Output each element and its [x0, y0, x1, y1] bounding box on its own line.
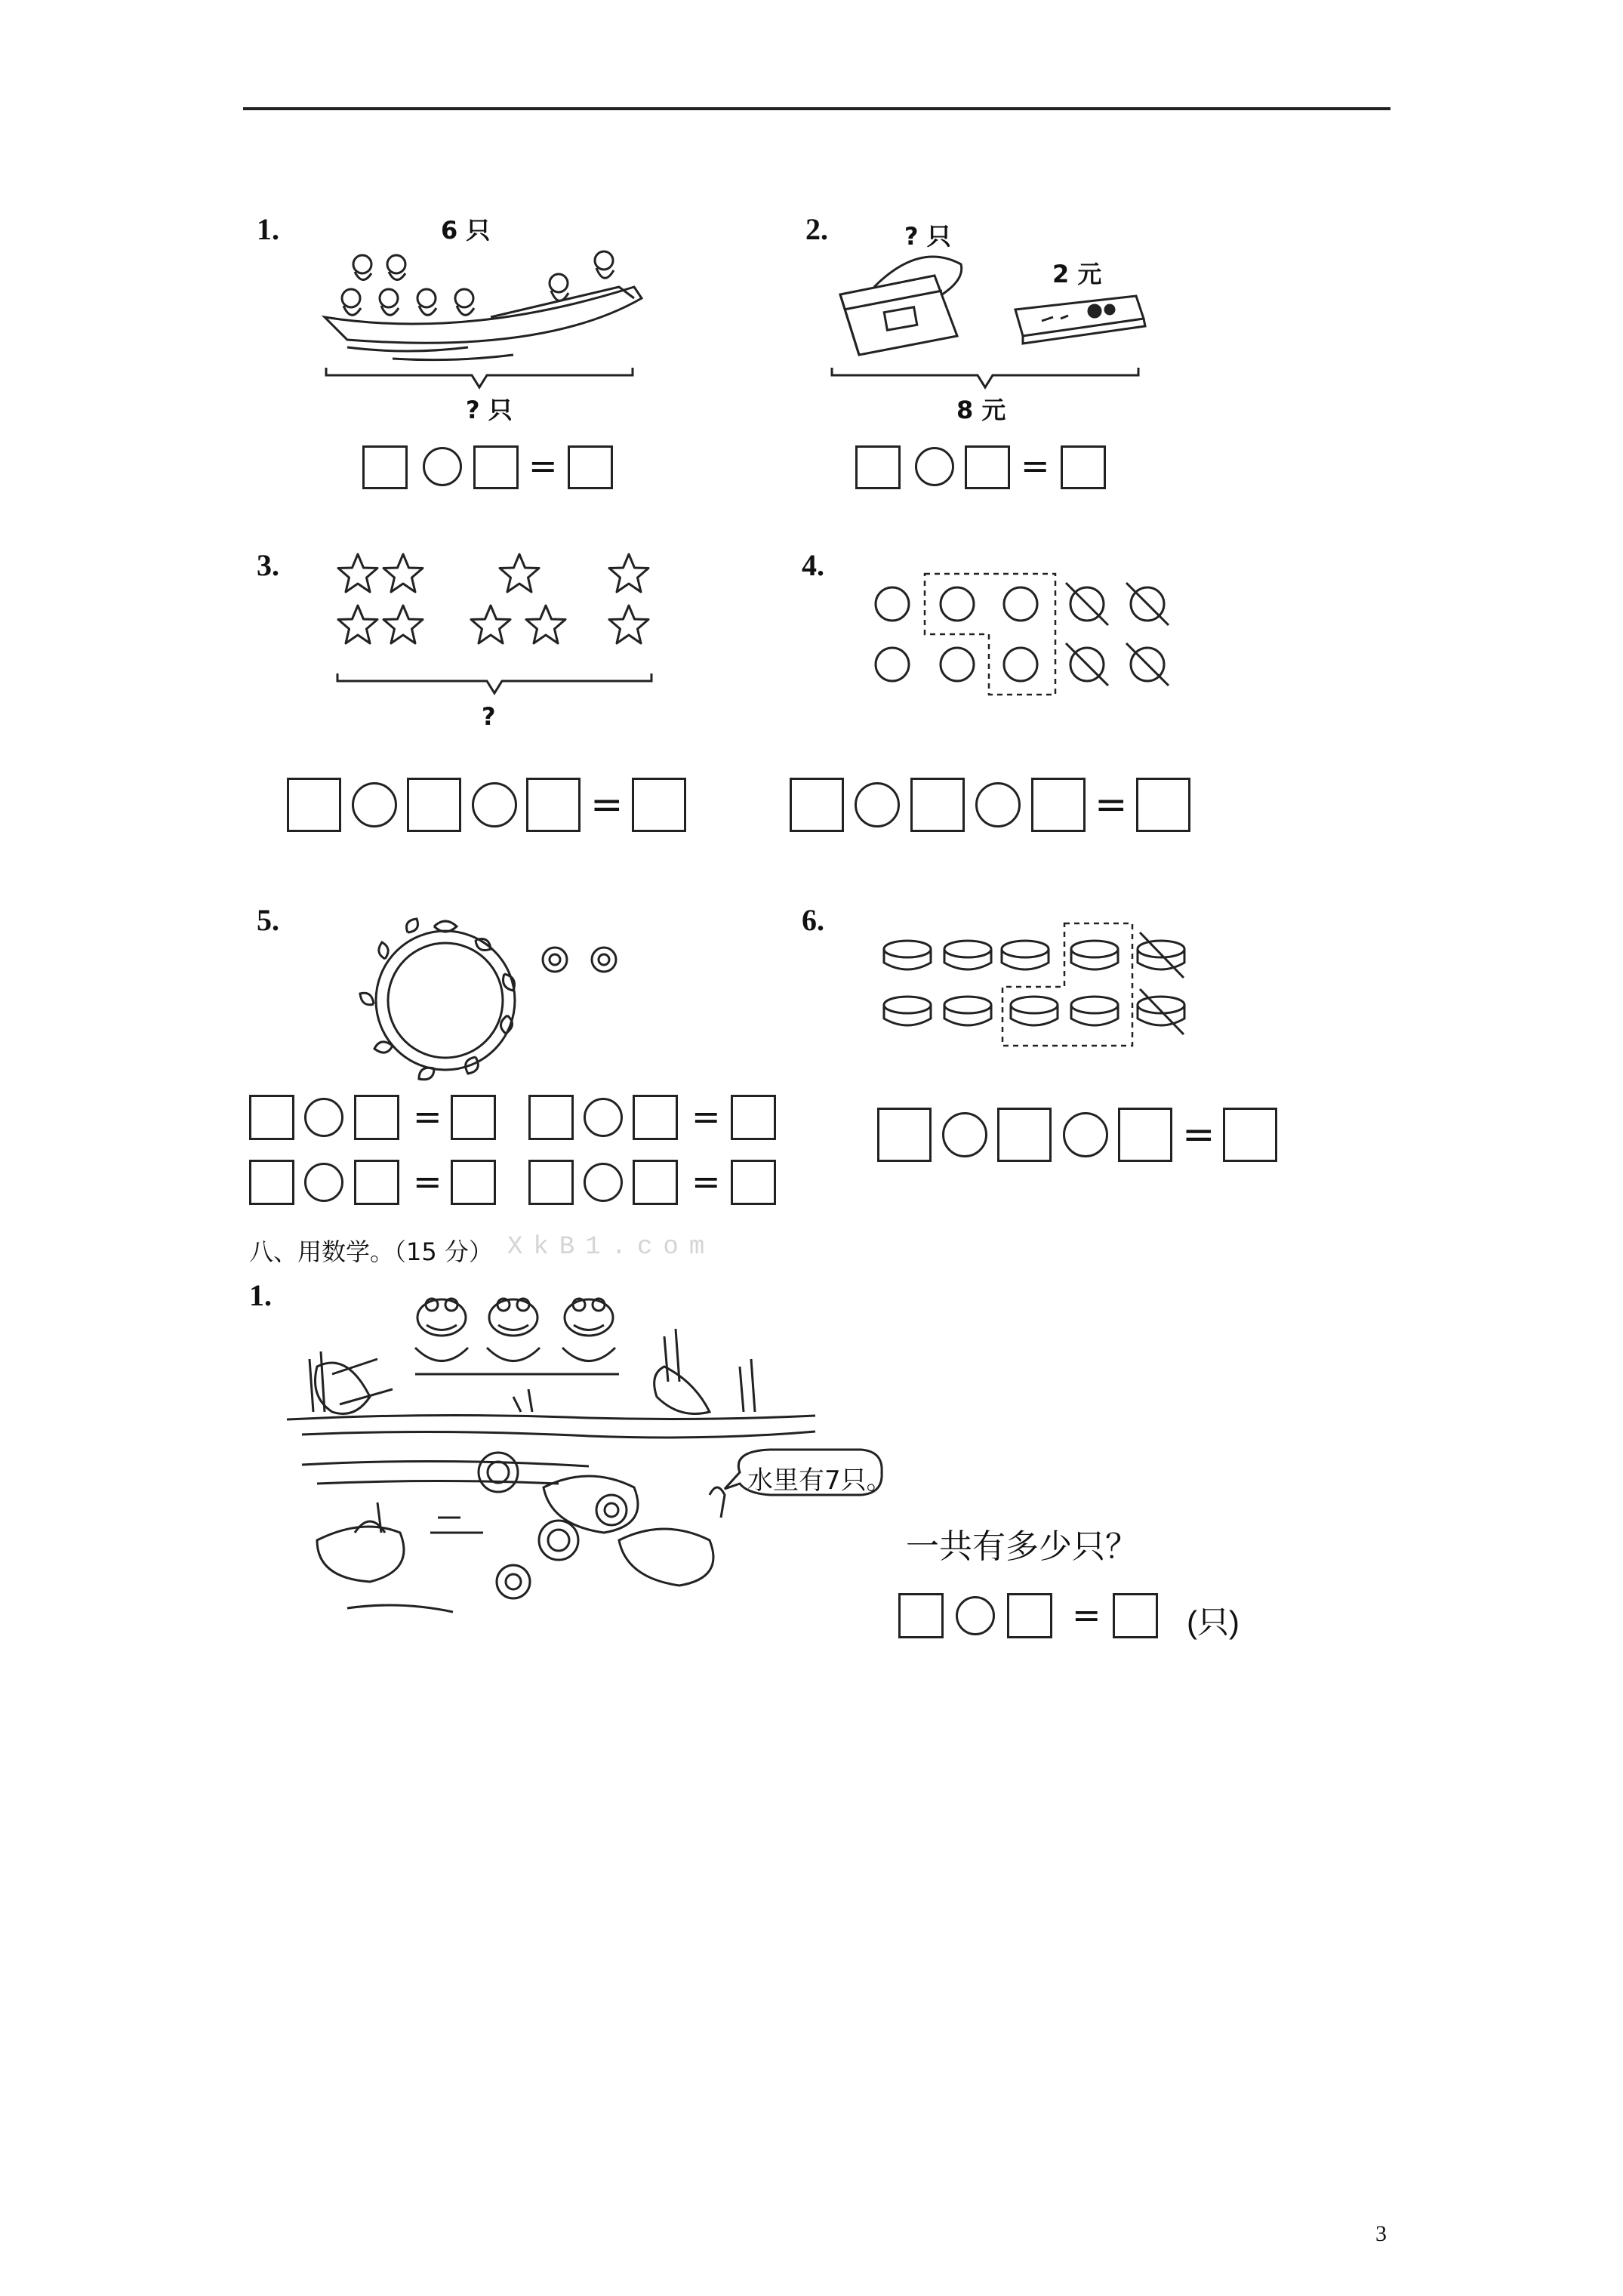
dogs-on-boat-illustration — [317, 242, 649, 370]
operator-circle[interactable] — [1063, 1112, 1108, 1157]
answer-box[interactable] — [287, 778, 341, 832]
problem-3-brace — [336, 672, 653, 702]
equals-sign: = — [1021, 445, 1050, 486]
speech-bubble-text: 水里有7只。 — [747, 1465, 892, 1496]
page-number: 3 — [1375, 2221, 1387, 2246]
problem-4-number: 4. — [802, 548, 824, 582]
answer-box[interactable] — [790, 778, 844, 832]
operator-circle[interactable] — [855, 782, 900, 827]
watermark: XkB1.com — [507, 1233, 716, 1262]
answer-box[interactable] — [1136, 778, 1190, 832]
answer-box[interactable] — [362, 445, 408, 489]
problem-1-bottom-label: ? 只 — [466, 396, 513, 424]
unit-label: (只) — [1187, 1604, 1240, 1640]
answer-box[interactable] — [1007, 1593, 1052, 1638]
answer-box[interactable] — [898, 1593, 944, 1638]
operator-circle[interactable] — [352, 782, 397, 827]
operator-circle[interactable] — [304, 1163, 343, 1202]
answer-box[interactable] — [526, 778, 581, 832]
answer-box[interactable] — [1113, 1593, 1158, 1638]
operator-circle[interactable] — [472, 782, 517, 827]
pencil-box-price-label: 2 元 — [1052, 260, 1102, 288]
equals-sign: = — [691, 1096, 721, 1137]
equals-sign: = — [413, 1161, 442, 1202]
equals-sign: = — [590, 782, 624, 827]
question-8-1-number: 1. — [249, 1278, 272, 1312]
problem-2-number: 2. — [805, 212, 828, 246]
answer-box[interactable] — [632, 778, 686, 832]
answer-box[interactable] — [965, 445, 1010, 489]
answer-box[interactable] — [451, 1095, 496, 1140]
answer-box[interactable] — [877, 1108, 932, 1162]
answer-box[interactable] — [473, 445, 519, 489]
answer-box[interactable] — [1031, 778, 1086, 832]
coins-grouping-illustration — [876, 917, 1208, 1057]
problem-3-bottom-label: ? — [482, 702, 496, 731]
problem-6-number: 6. — [802, 903, 824, 937]
answer-box[interactable] — [633, 1160, 678, 1205]
answer-box[interactable] — [568, 445, 613, 489]
section-8-title: 八、用数学。（15 分） — [249, 1237, 493, 1266]
answer-box[interactable] — [451, 1160, 496, 1205]
question-8-1-text: 一共有多少只？ — [906, 1527, 1138, 1566]
answer-box[interactable] — [528, 1095, 574, 1140]
operator-circle[interactable] — [423, 447, 462, 486]
answer-box[interactable] — [1223, 1108, 1277, 1162]
operator-circle[interactable] — [584, 1098, 623, 1137]
equals-sign: = — [1072, 1595, 1101, 1635]
answer-box[interactable] — [855, 445, 901, 489]
answer-box[interactable] — [731, 1160, 776, 1205]
answer-box[interactable] — [249, 1160, 294, 1205]
equals-sign: = — [1095, 782, 1128, 827]
operator-circle[interactable] — [956, 1596, 995, 1635]
answer-box[interactable] — [1118, 1108, 1172, 1162]
answer-box[interactable] — [354, 1160, 399, 1205]
answer-box[interactable] — [910, 778, 965, 832]
operator-circle[interactable] — [942, 1112, 987, 1157]
operator-circle[interactable] — [584, 1163, 623, 1202]
operator-circle[interactable] — [975, 782, 1021, 827]
stars-illustration — [332, 547, 649, 653]
equals-sign: = — [528, 445, 558, 486]
answer-box[interactable] — [354, 1095, 399, 1140]
problem-3-number: 3. — [257, 548, 279, 582]
problem-1-number: 1. — [257, 212, 279, 246]
operator-circle[interactable] — [915, 447, 954, 486]
problem-1-top-label: 6 只 — [441, 216, 491, 245]
schoolbag-illustration — [829, 249, 980, 362]
answer-box[interactable] — [731, 1095, 776, 1140]
answer-box[interactable] — [249, 1095, 294, 1140]
answer-box[interactable] — [1061, 445, 1106, 489]
header-rule — [243, 107, 1390, 110]
answer-box[interactable] — [997, 1108, 1052, 1162]
answer-box[interactable] — [633, 1095, 678, 1140]
ring-chain-illustration — [362, 917, 634, 1080]
equals-sign: = — [691, 1161, 721, 1202]
operator-circle[interactable] — [304, 1098, 343, 1137]
pencil-box-illustration — [1008, 287, 1151, 347]
problem-2-top-label: ? 只 — [904, 222, 951, 251]
problem-2-bottom-label: 8 元 — [956, 396, 1006, 424]
answer-box[interactable] — [528, 1160, 574, 1205]
equals-sign: = — [413, 1096, 442, 1137]
problem-5-number: 5. — [257, 903, 279, 937]
circles-grouping-illustration — [868, 566, 1185, 702]
equals-sign: = — [1182, 1112, 1215, 1157]
answer-box[interactable] — [407, 778, 461, 832]
